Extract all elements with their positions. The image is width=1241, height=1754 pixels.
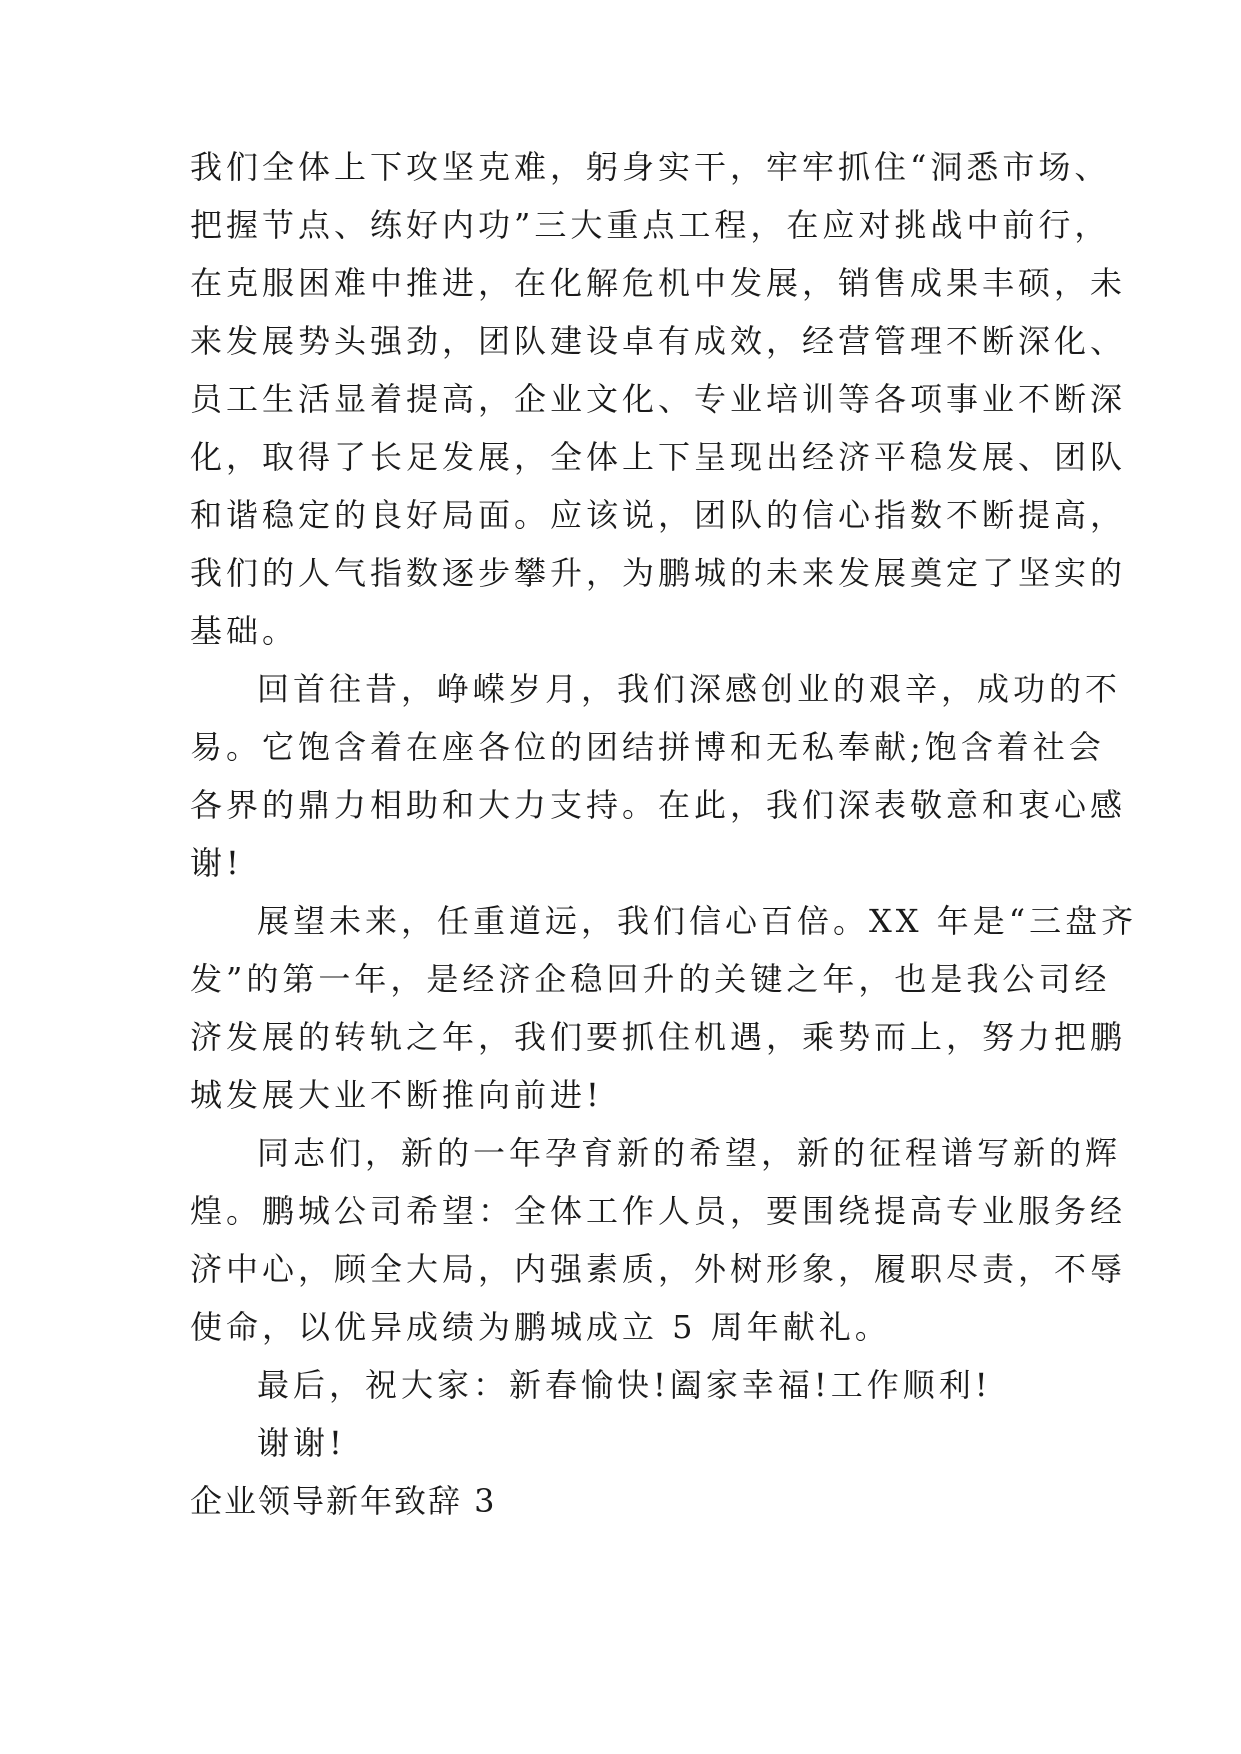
text-line: 在克服困难中推进，在化解危机中发展，销售成果丰硕，未 [190,264,1127,302]
text-line: 使命，以优异成绩为鹏城成立 5 周年献礼。 [190,1308,891,1346]
text-line: 谢! [190,844,243,882]
text-line: 煌。鹏城公司希望：全体工作人员，要围绕提高专业服务经 [190,1192,1127,1230]
text-line: 化，取得了长足发展，全体上下呈现出经济平稳发展、团队 [190,438,1127,476]
text-line: 各界的鼎力相助和大力支持。在此，我们深表敬意和衷心感 [190,786,1127,824]
text-line: 和谐稳定的良好局面。应该说，团队的信心指数不断提高， [190,496,1127,534]
text-line: 济中心，顾全大局，内强素质，外树形象，履职尽责，不辱 [190,1250,1127,1288]
text-line: 来发展势头强劲，团队建设卓有成效，经营管理不断深化、 [190,322,1127,360]
text-line: 我们的人气指数逐步攀升，为鹏城的未来发展奠定了坚实的 [190,554,1127,592]
closing-thanks: 谢谢! [257,1424,346,1462]
text-line: 基础。 [190,612,299,650]
text-line: 把握节点、练好内功”三大重点工程，在应对挑战中前行， [190,206,1111,244]
text-line: 发”的第一年，是经济企稳回升的关键之年，也是我公司经 [190,960,1111,998]
text-line: 我们全体上下攻坚克难，躬身实干，牢牢抓住“洞悉市场、 [190,148,1111,186]
text-line: 易。它饱含着在座各位的团结拼博和无私奉献;饱含着社会 [190,728,1105,766]
paragraph-first-line: 回首往昔，峥嵘岁月，我们深感创业的艰辛，成功的不 [257,670,1122,708]
paragraph-first-line: 展望未来，任重道远，我们信心百倍。XX 年是“三盘齐 [257,902,1138,940]
text-line: 济发展的转轨之年，我们要抓住机遇，乘势而上，努力把鹏 [190,1018,1127,1056]
paragraph-first-line: 同志们，新的一年孕育新的希望，新的征程谱写新的辉 [257,1134,1122,1172]
section-heading: 企业领导新年致辞 3 [190,1482,497,1520]
text-line: 城发展大业不断推向前进! [190,1076,603,1114]
text-line: 员工生活显着提高，企业文化、专业培训等各项事业不断深 [190,380,1127,418]
closing-wishes: 最后，祝大家：新春愉快!阖家幸福!工作顺利! [257,1366,992,1404]
